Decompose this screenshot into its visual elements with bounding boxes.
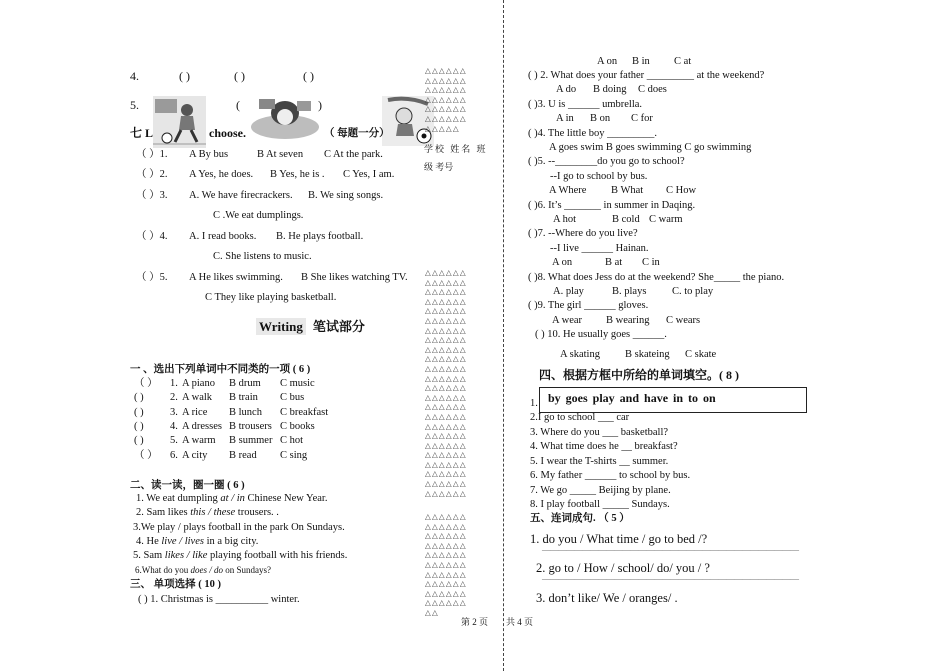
- listen-paren-4[interactable]: （ ）4.: [136, 231, 168, 242]
- listen-2-a: A Yes, he does.: [189, 169, 254, 180]
- part3-option-2-2: C does: [638, 84, 667, 95]
- part1-answer-paren-3[interactable]: ( ): [134, 407, 144, 418]
- part1-word-c-1: C music: [280, 378, 315, 389]
- listen-3-a: A. We have firecrackers.: [189, 190, 293, 201]
- binding-marks-top: △△△△△△ △△△△△△ △△△△△△ △△△△△△ △△△△△△ △△△△△△ △△△△△: [425, 66, 467, 133]
- part1-word-a-1: A piano: [182, 378, 215, 389]
- q4-answer-1[interactable]: ( ): [179, 69, 190, 83]
- part3-q1-b: B in: [632, 56, 650, 67]
- binding-labels: 学校 姓名 班: [424, 144, 488, 154]
- q5-paren-open: (: [236, 98, 240, 112]
- part3-option-8-2: C. to play: [672, 286, 714, 297]
- q5-number: 5.: [130, 98, 139, 112]
- part3-option-10-1: B skateing: [625, 349, 670, 360]
- part3-question-6[interactable]: ( )6. It’s _______ in summer in Daqing.: [528, 200, 696, 211]
- part3-question-10[interactable]: ( ) 10. He usually goes ______.: [535, 329, 667, 340]
- answer-line-1[interactable]: ————————————————————————————————: [542, 545, 798, 555]
- part1-number-4: 4.: [170, 421, 178, 432]
- listen-1-a: A By bus: [189, 149, 229, 160]
- part2-choice-1[interactable]: at / in: [220, 493, 245, 504]
- part3-option-8-1: B. plays: [612, 286, 647, 297]
- part1-number-5: 5.: [170, 435, 178, 446]
- part3-option-3-2: C for: [631, 113, 653, 124]
- part4-item-2[interactable]: 2.I go to school ___ car: [530, 412, 630, 423]
- listen-4-b: B. He plays football.: [276, 231, 364, 242]
- part1-number-1: 1.: [170, 378, 178, 389]
- part1-word-a-3: A rice: [182, 407, 208, 418]
- listen-2-b: B Yes, he is .: [270, 169, 325, 180]
- part1-word-a-4: A dresses: [182, 421, 222, 432]
- part5-title: 五、连词成句. （ 5 ）: [530, 513, 630, 524]
- part4-item-5[interactable]: 5. I wear the T-shirts __ summer.: [530, 456, 669, 467]
- part4-item-3[interactable]: 3. Where do you ___ basketball?: [530, 427, 669, 438]
- part1-word-a-2: A walk: [182, 392, 213, 403]
- part1-word-c-6: C sing: [280, 450, 308, 461]
- part1-word-b-1: B drum: [229, 378, 261, 389]
- part3-question-4[interactable]: ( )4. The little boy _________.: [528, 128, 657, 139]
- part4-item-6[interactable]: 6. My father ______ to school by bus.: [530, 470, 691, 481]
- part3-question-5[interactable]: ( )5. --________do you go to school?: [528, 156, 685, 167]
- part1-answer-paren-5[interactable]: ( ): [134, 435, 144, 446]
- part3-q1-c: C at: [674, 56, 692, 67]
- binding-labels-2: 级 考号: [424, 162, 454, 172]
- binding-marks-bottom: △△△△△△ △△△△△△ △△△△△△ △△△△△△ △△△△△△ △△△△△△ △△△△△△ △△△△△△ △△△△△△ △△△△△△ △△: [425, 512, 467, 617]
- part1-number-2: 2.: [170, 392, 178, 403]
- part1-number-3: 3.: [170, 407, 178, 418]
- part1-word-b-6: B read: [229, 450, 257, 461]
- part3-option-4-0: A goes swim B goes swimming C go swimming: [549, 142, 752, 153]
- part4-item-1[interactable]: 1.: [530, 398, 538, 409]
- part3-title: 三、 单项选择 ( 10 ): [130, 579, 221, 590]
- part1-number-6: 6.: [170, 450, 178, 461]
- listen-1-b: B At seven: [257, 149, 304, 160]
- part2-item-5: 5. Sam likes / like playing football with his friends.: [133, 550, 348, 561]
- girl-reading-image: [249, 97, 321, 141]
- part3-option-6-2: C warm: [649, 214, 683, 225]
- part2-title: 二、读一读，圈一圈 ( 6 ): [130, 480, 245, 491]
- part2-item-6: 6.What do you does / do on Sundays?: [135, 565, 271, 575]
- section7-score: （ 每题一分）: [324, 128, 390, 139]
- listen-paren-3[interactable]: （ ）3.: [136, 190, 168, 201]
- part3-option-8-0: A. play: [553, 286, 584, 297]
- part3-option-10-0: A skating: [560, 349, 600, 360]
- listen-5-a: A He likes swimming.: [189, 272, 283, 283]
- listen-1-c: C At the park.: [324, 149, 383, 160]
- part1-word-b-5: B summer: [229, 435, 273, 446]
- part4-item-7[interactable]: 7. We go _____ Beijing by plane.: [530, 485, 671, 496]
- part1-word-b-4: B trousers: [229, 421, 272, 432]
- q4-answer-2[interactable]: ( ): [234, 69, 245, 83]
- listen-paren-1[interactable]: （ ）1.: [136, 149, 168, 160]
- part3-option-3-1: B on: [590, 113, 611, 124]
- part2-item-3[interactable]: 3.We play / plays football in the park On Sundays.: [133, 522, 345, 533]
- q5-paren-close: ): [318, 98, 322, 112]
- listen-3-c: C .We eat dumplings.: [213, 210, 304, 221]
- part2-item-4: 4. He live / lives in a big city.: [136, 536, 259, 547]
- part1-answer-paren-1[interactable]: （ ）: [134, 378, 158, 389]
- part3-option-3-0: A in: [556, 113, 574, 124]
- part3-option-7-0: A on: [552, 257, 573, 268]
- fold-divider: [503, 0, 504, 671]
- listen-5-c: C They like playing basketball.: [205, 292, 337, 303]
- part3-question-7[interactable]: ( )7. --Where do you live?: [528, 228, 638, 239]
- part3-question-9[interactable]: ( )9. The girl ______ gloves.: [528, 300, 649, 311]
- part1-word-c-5: C hot: [280, 435, 304, 446]
- part3-subline-5: --I go to school by bus.: [550, 171, 648, 182]
- part2-choice-6[interactable]: does / do: [190, 565, 223, 575]
- part1-word-b-2: B train: [229, 392, 258, 403]
- part1-title: 一 、选出下列单词中不同类的一项 ( 6 ): [130, 364, 311, 375]
- writing-title: [256, 318, 365, 336]
- q4-number: 4.: [130, 69, 139, 83]
- part2-choice-5[interactable]: likes / like: [164, 550, 208, 561]
- part1-answer-paren-2[interactable]: ( ): [134, 392, 144, 403]
- part1-word-c-4: C books: [280, 421, 315, 432]
- part4-title: 四、根据方框中所给的单词填空。( 8 ): [539, 368, 739, 382]
- listen-5-b: B She likes watching TV.: [301, 272, 408, 283]
- part1-word-a-5: A warm: [182, 435, 216, 446]
- page-number: 第 2 页: [461, 617, 489, 627]
- part1-word-c-2: C bus: [280, 392, 305, 403]
- part3-option-2-1: B doing: [593, 84, 627, 95]
- section7-title-left: 七 L: [130, 126, 154, 140]
- part3-option-5-0: A Where: [549, 185, 587, 196]
- part3-option-7-1: B at: [605, 257, 623, 268]
- part2-item-2: 2. Sam likes this / these trousers. .: [136, 507, 279, 518]
- listen-paren-2[interactable]: （ ）2.: [136, 169, 168, 180]
- section7-title-mid: choose.: [209, 126, 246, 140]
- boy-football-image: [153, 96, 206, 148]
- part3-option-10-2: C skate: [685, 349, 717, 360]
- part3-option-5-2: C How: [666, 185, 697, 196]
- part1-word-b-3: B lunch: [229, 407, 262, 418]
- part3-option-9-2: C wears: [666, 315, 701, 326]
- part1-answer-paren-4[interactable]: ( ): [134, 421, 144, 432]
- part1-word-a-6: A city: [182, 450, 208, 461]
- part4-item-8[interactable]: 8. I play football _____ Sundays.: [530, 499, 670, 510]
- part4-item-4[interactable]: 4. What time does he __ breakfast?: [530, 441, 678, 452]
- part3-option-2-0: A do: [556, 84, 577, 95]
- part3-option-9-0: A wear: [552, 315, 583, 326]
- part3-question-8[interactable]: ( )8. What does Jess do at the weekend? She_____ the piano.: [528, 272, 785, 283]
- answer-line-2[interactable]: ————————————————————————————————: [542, 574, 798, 584]
- part2-item-1: 1. We eat dumpling at / in Chinese New Year.: [136, 493, 328, 504]
- part1-answer-paren-6[interactable]: （ ）: [134, 450, 158, 461]
- part5-item-2: 2. go to / How / school/ do/ you / ?: [536, 561, 710, 575]
- q4-answer-3[interactable]: ( ): [303, 69, 314, 83]
- listen-3-b: B. We sing songs.: [308, 190, 384, 201]
- part5-item-1: 1. do you / What time / go to bed /?: [530, 532, 708, 546]
- listen-2-c: C Yes, I am.: [343, 169, 395, 180]
- part3-q1[interactable]: ( ) 1. Christmas is __________ winter.: [138, 594, 300, 605]
- word-box-words: by goes play and have in to on: [548, 391, 716, 405]
- part2-choice-2[interactable]: this / these: [190, 507, 236, 518]
- listen-4-c: C. She listens to music.: [213, 251, 312, 262]
- part3-option-7-2: C in: [642, 257, 660, 268]
- writing-title-en: Writing: [256, 318, 306, 335]
- part1-word-c-3: C breakfast: [280, 407, 329, 418]
- listen-paren-5[interactable]: （ ）5.: [136, 272, 168, 283]
- listen-4-a: A. I read books.: [189, 231, 257, 242]
- total-pages: 共 4 页: [506, 617, 534, 627]
- part3-subline-7: --I live ______ Hainan.: [550, 243, 649, 254]
- writing-title-cn: 笔试部分: [312, 319, 365, 334]
- part3-q1-a: A on: [597, 56, 618, 67]
- part3-option-9-1: B wearing: [606, 315, 650, 326]
- part5-item-3: 3. don’t like/ We / oranges/ .: [536, 591, 678, 605]
- part3-option-5-1: B What: [611, 185, 644, 196]
- part3-question-3[interactable]: ( )3. U is ______ umbrella.: [528, 99, 643, 110]
- part3-question-2[interactable]: ( ) 2. What does your father _________ at the weekend?: [528, 70, 765, 81]
- part2-choice-4[interactable]: live / lives: [161, 536, 204, 547]
- part3-option-6-1: B cold: [612, 214, 640, 225]
- binding-marks-middle: △△△△△△ △△△△△△ △△△△△△ △△△△△△ △△△△△△ △△△△△△ △△△△△△ △△△△△△ △△△△△△ △△△△△△ △△△△△△ △△△△△△ △△△△△△ △△△△△△ △△△△△△ △△△△△△ △△△△△△ △△△△△△ △△△△△△ △△△△△△ △△△△△△ △△△△△△ △△△△△△ △△△△△△: [425, 268, 467, 498]
- part3-option-6-0: A hot: [553, 214, 577, 225]
